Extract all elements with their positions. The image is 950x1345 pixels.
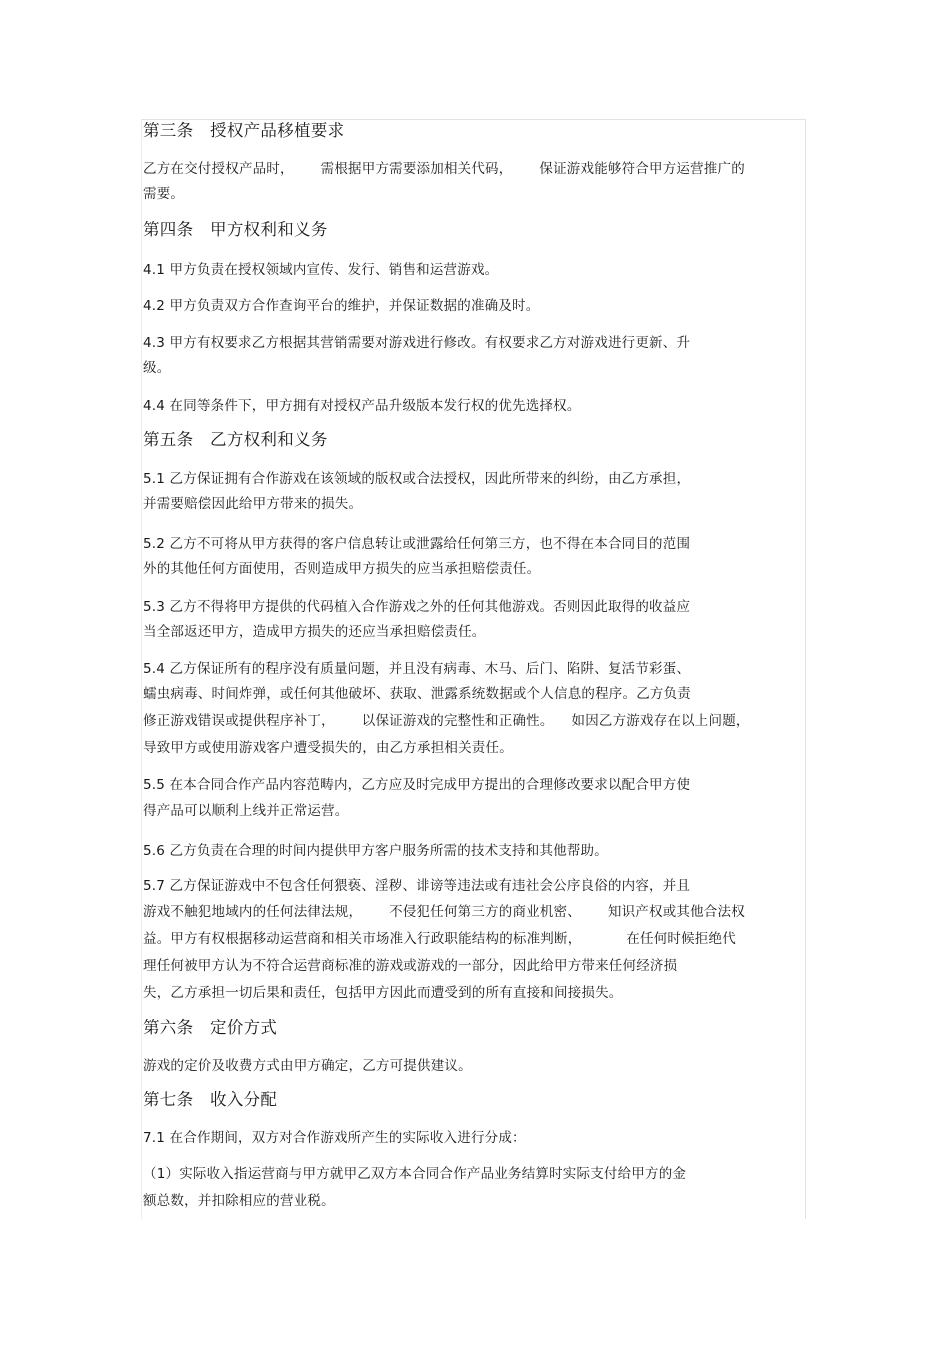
paragraph-line: 益。甲方有权根据移动运营商和相关市场准入行政职能结构的标准判断， 在任何时候拒绝代 [143, 931, 736, 947]
paragraph-line: 蠕虫病毒、时间炸弹，或任何其他破坏、获取、泄露系统数据或个人信息的程序。乙方负责 [143, 686, 691, 702]
paragraph-line: 导致甲方或使用游戏客户遭受损失的，由乙方承担相关责任。 [143, 740, 513, 756]
paragraph-line: 4.3 甲方有权要求乙方根据其营销需要对游戏进行修改。有权要求乙方对游戏进行更新、升 [143, 335, 691, 351]
paragraph-line: 5.4 乙方保证所有的程序没有质量问题，并且没有病毒、木马、后门、陷阱、复活节彩蛋、 [143, 661, 691, 677]
paragraph-line: 4.2 甲方负责双方合作查询平台的维护，并保证数据的准确及时。 [143, 298, 540, 314]
paragraph-line: 4.4 在同等条件下，甲方拥有对授权产品升级版本发行权的优先选择权。 [143, 398, 581, 414]
paragraph-line: 5.2 乙方不可将从甲方获得的客户信息转让或泄露给任何第三方，也不得在本合同目的范围 [143, 536, 691, 552]
paragraph-line: 游戏的定价及收费方式由甲方确定，乙方可提供建议。 [143, 1058, 472, 1074]
paragraph-line: 级。 [143, 360, 171, 376]
paragraph-line: 4.1 甲方负责在授权领域内宣传、发行、销售和运营游戏。 [143, 262, 499, 278]
paragraph-line: 5.5 在本合同合作产品内容范畴内，乙方应及时完成甲方提出的合理修改要求以配合甲方使 [143, 777, 691, 793]
paragraph-line: 并需要赔偿因此给甲方带来的损失。 [143, 496, 363, 512]
section-heading: 第七条 收入分配 [143, 1090, 278, 1109]
paragraph-line: 5.1 乙方保证拥有合作游戏在该领域的版权或合法授权，因此所带来的纠纷，由乙方承担， [143, 471, 691, 487]
section-heading: 第五条 乙方权利和义务 [143, 430, 328, 449]
section-heading: 第六条 定价方式 [143, 1018, 278, 1037]
paragraph-line: 5.3 乙方不得将甲方提供的代码植入合作游戏之外的任何其他游戏。否则因此取得的收益应 [143, 599, 691, 615]
paragraph-line: 得产品可以顺利上线并正常运营。 [143, 803, 349, 819]
paragraph-line: （1）实际收入指运营商与甲方就甲乙双方本合同合作产品业务结算时实际支付给甲方的金 [143, 1166, 687, 1182]
paragraph-line: 5.6 乙方负责在合理的时间内提供甲方客户服务所需的技术支持和其他帮助。 [143, 843, 608, 859]
paragraph-line: 当全部返还甲方，造成甲方损失的还应当承担赔偿责任。 [143, 624, 486, 640]
section-heading: 第三条 授权产品移植要求 [143, 121, 345, 140]
paragraph-line: 外的其他任何方面使用，否则造成甲方损失的应当承担赔偿责任。 [143, 561, 541, 577]
paragraph-line: 游戏不触犯地域内的任何法律法规， 不侵犯任何第三方的商业机密、 知识产权或其他合法权 [143, 904, 745, 920]
paragraph-line: 5.7 乙方保证游戏中不包含任何猥亵、淫秽、诽谤等违法或有违社会公序良俗的内容，并且 [143, 878, 691, 894]
paragraph-line: 乙方在交付授权产品时， 需根据甲方需要添加相关代码， 保证游戏能够符合甲方运营推广的 [143, 161, 745, 177]
paragraph-line: 7.1 在合作期间，双方对合作游戏所产生的实际收入进行分成： [143, 1130, 526, 1146]
section-heading: 第四条 甲方权利和义务 [143, 220, 328, 239]
paragraph-line: 需要。 [143, 186, 185, 202]
paragraph-line: 失，乙方承担一切后果和责任，包括甲方因此而遭受到的所有直接和间接损失。 [143, 985, 623, 1001]
paragraph-line: 修正游戏错误或提供程序补丁， 以保证游戏的完整性和正确性。 如因乙方游戏存在以上问题， [143, 713, 750, 729]
paragraph-line: 额总数，并扣除相应的营业税。 [143, 1193, 335, 1209]
paragraph-line: 理任何被甲方认为不符合运营商标准的游戏或游戏的一部分，因此给甲方带来任何经济损 [143, 958, 678, 974]
